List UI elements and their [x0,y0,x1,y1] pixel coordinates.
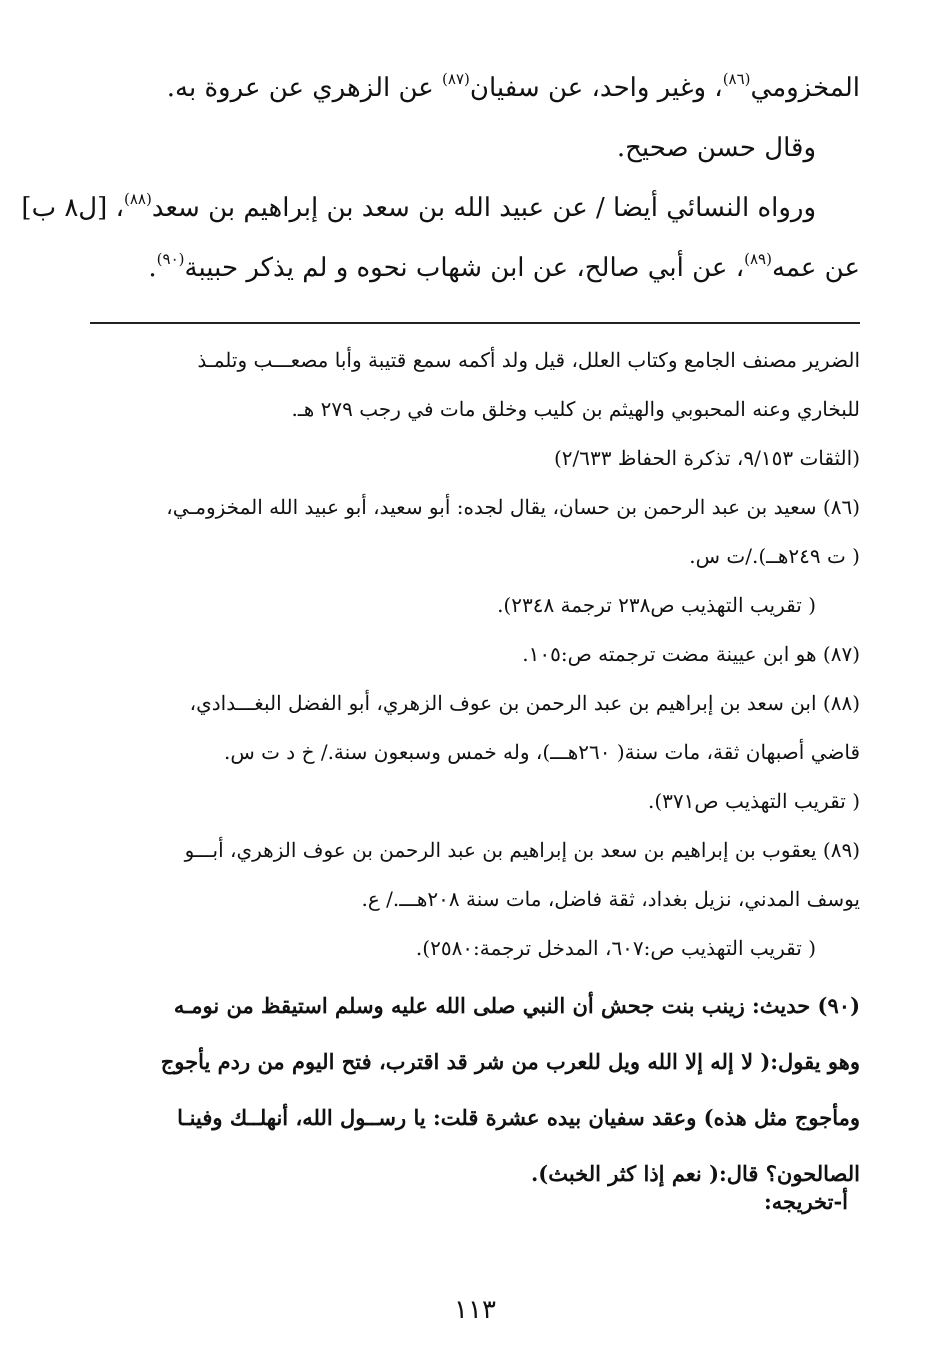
hadith-note-line: الصالحون؟ قال:( نعم إذا كثر الخبث). [530,1161,860,1186]
main-text-fragment: ، [ل٨ ب] [21,193,124,223]
footnote-ref-88[interactable]: (٨٨) [123,190,152,208]
footnote-ref-89[interactable]: (٨٩) [744,250,772,268]
footnote-line: للبخاري وعنه المحبوبي والهيثم بن كليب وخلق مات في رجب ٢٧٩ هـ. [291,397,860,421]
footnote-line: (٨٦) سعيد بن عبد الرحمن بن حسان، يقال لجده: أبو سعيد، أبو عبيد الله المخزومـي، [166,495,860,519]
main-text-fragment: وقال حسن صحيح. [616,133,816,163]
footnote-line: ( تقريب التهذيب ص٢٣٨ ترجمة ٢٣٤٨). [497,593,816,617]
main-text-fragment: ، وغير واحد، عن سفيان [469,73,723,103]
footnote-line: ( تقريب التهذيب ص:٦٠٧، المدخل ترجمة:٢٥٨٠). [415,936,816,960]
main-text-fragment: عن الزهري عن عروة به. [166,73,443,103]
footnote-line: (٨٨) ابن سعد بن إبراهيم بن عبد الرحمن بن عوف الزهري، أبو الفضل البغـــدادي، [189,691,860,715]
footnote-ref-90[interactable]: (٩٠) [156,250,185,268]
section-subheading: أ-تخريجه: [764,1189,848,1214]
main-text-block [21,58,860,298]
footnotes-block [90,336,860,973]
footnote-divider [90,322,860,324]
main-text-fragment: . [148,253,157,283]
footnote-line: ( ت ٢٤٩هــ)./ت س. [689,544,860,568]
footnote-line: (٨٩) يعقوب بن إبراهيم بن سعد بن إبراهيم بن عبد الرحمن بن عوف الزهري، أبـــو [184,838,860,862]
page-number: ١١٣ [454,1295,496,1325]
footnote-line: (الثقات ٩/١٥٣، تذكرة الحفاظ ٢/٦٣٣) [553,446,860,470]
main-text-fragment: ورواه النسائي أيضا / عن عبيد الله بن سعد بن إبراهيم بن سعد [151,193,816,223]
footnote-ref-87[interactable]: (٨٧) [442,70,470,88]
hadith-note-line: وهو يقول:( لا إله إلا الله ويل للعرب من شر قد اقترب، فتح اليوم من ردم يأجوج [160,1049,860,1074]
main-line-2 [80,118,860,178]
hadith-note-line: (٩٠) حديث: زينب بنت جحش أن النبي صلى الله عليه وسلم استيقظ من نومـه [173,993,860,1018]
footnote-line: ( تقريب التهذيب ص٣٧١). [648,789,860,813]
footnote-line: الضرير مصنف الجامع وكتاب العلل، قيل ولد أكمه سمع قتيبة وأبا مصعـــب وتلمـذ [197,348,860,372]
hadith-note-line: ومأجوج مثل هذه) وعقد سفيان بيده عشرة قلت: يا رســول الله، أنهلــك وفينـا [177,1105,860,1130]
footnote-ref-86[interactable]: (٨٦) [722,70,751,88]
hadith-note-block [90,978,860,1202]
footnote-line: (٨٧) هو ابن عيينة مضت ترجمته ص:١٠٥. [522,642,860,666]
main-line-1 [80,58,860,118]
main-text-fragment: عن عمه [771,253,860,283]
main-text-fragment: المخزومي [750,73,860,103]
footnote-line: قاضي أصبهان ثقة، مات سنة( ٢٦٠هـــ)، وله خمس وسبعون سنة./ خ د ت س. [223,740,860,764]
footnote-line: يوسف المدني، نزيل بغداد، ثقة فاضل، مات سنة ٢٠٨هـــ./ ع. [361,887,860,911]
main-line-4 [80,238,860,298]
main-text-fragment: ، عن أبي صالح، عن ابن شهاب نحوه و لم يذكر حبيبة [184,253,745,283]
main-line-3 [21,178,860,238]
